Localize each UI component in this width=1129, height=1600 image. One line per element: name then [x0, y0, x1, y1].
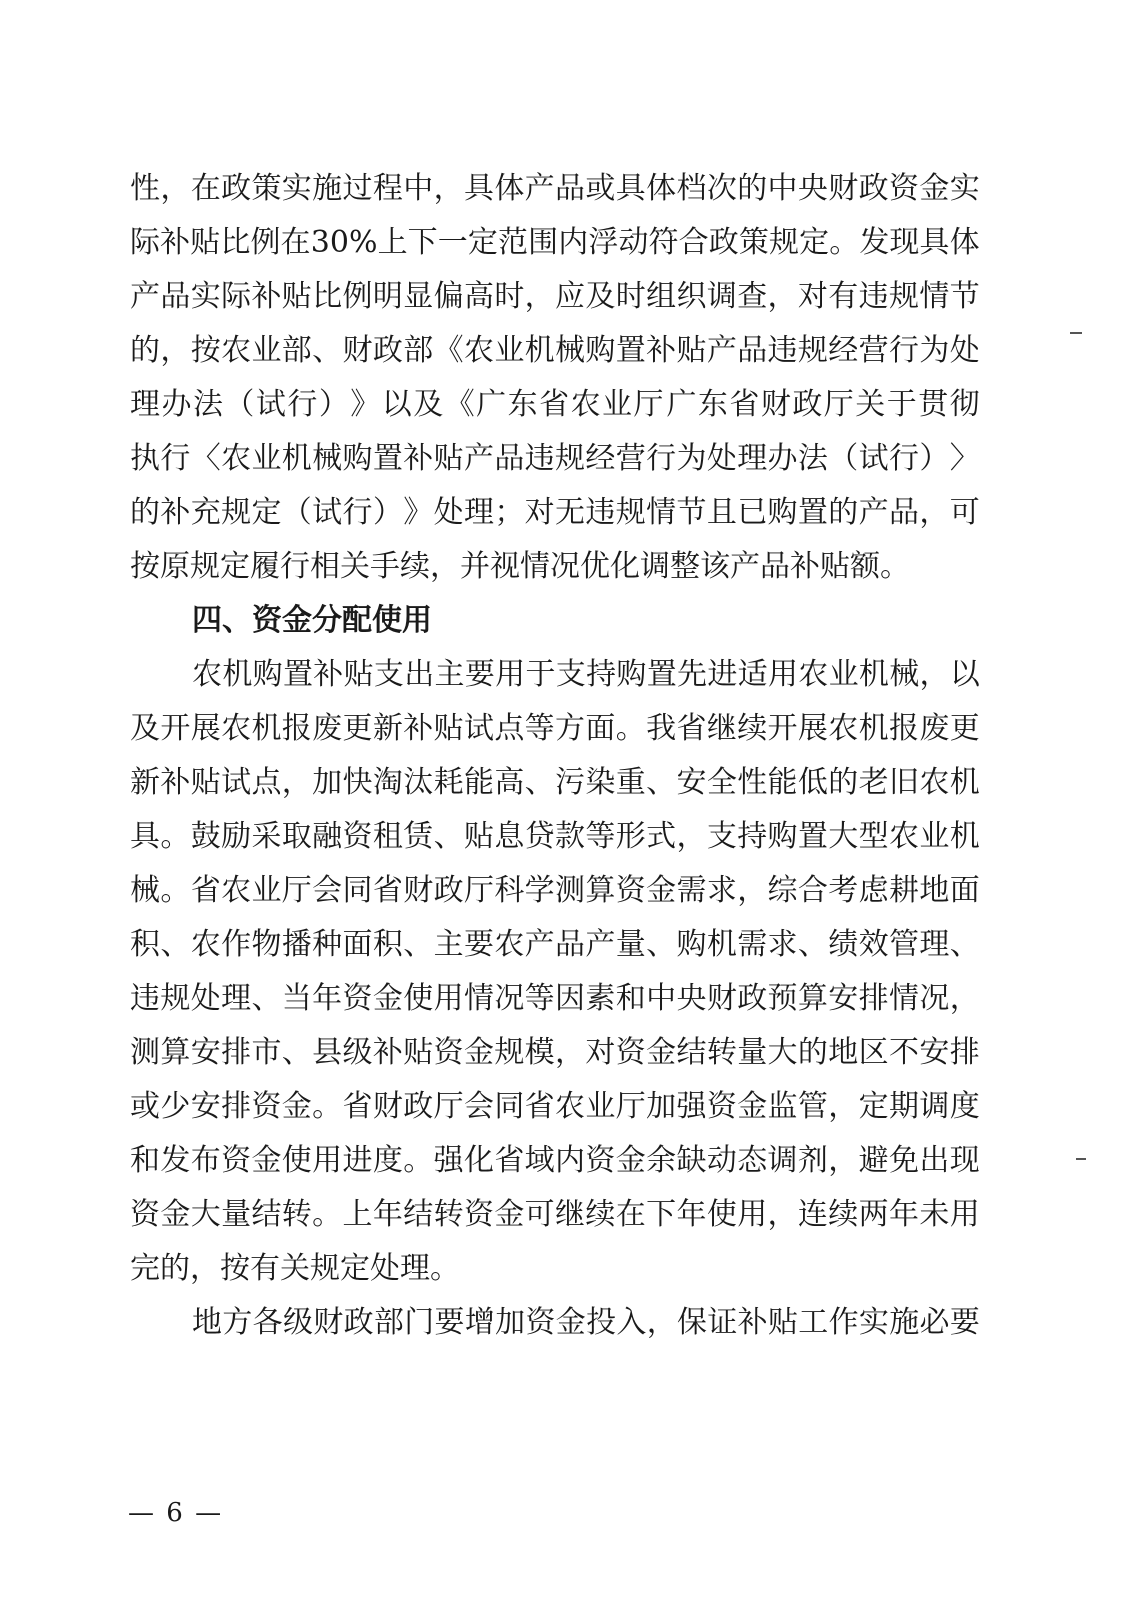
text-line: 的 补 充 规 定 （ 试 行 ） 》 处 理 ； 对 无 违 规 情 节 且 已 购 置 的 产 品 ， 可 [130, 495, 980, 530]
text-line: 及 开 展 农 机 报 废 更 新 补 贴 试 点 等 方 面 。 我 省 继 续 开 展 农 机 报 废 更 [130, 711, 980, 746]
document-body [130, 162, 980, 1350]
text-line: 性 ， 在 政 策 实 施 过 程 中 ， 具 体 产 品 或 具 体 档 次 的 中 央 财 政 资 金 实 [130, 171, 980, 206]
text-line: 或 少 安 排 资 金 。 省 财 政 厅 会 同 省 农 业 厅 加 强 资 金 监 管 ， 定 期 调 度 [130, 1089, 980, 1124]
text-line: 理 办 法 （ 试 行 ） 》 以 及 《 广 东 省 农 业 厅 广 东 省 财 政 厅 关 于 贯 彻 [130, 387, 980, 422]
section-heading: 四、资金分配使用 [192, 603, 432, 638]
text-line: 按原规定履行相关手续，并视情况优化调整该产品补贴额。 [130, 549, 910, 584]
text-line: 和 发 布 资 金 使 用 进 度 。 强 化 省 域 内 资 金 余 缺 动 态 调 剂 ， 避 免 出 现 [130, 1143, 980, 1178]
scan-mark [1070, 332, 1082, 334]
text-line: 完的，按有关规定处理。 [130, 1251, 460, 1286]
scan-mark [1076, 1158, 1086, 1160]
text-line: 违 规 处 理 、 当 年 资 金 使 用 情 况 等 因 素 和 中 央 财 政 预 算 安 排 情 况 ， [130, 981, 980, 1016]
text-line: 具 。 鼓 励 采 取 融 资 租 赁 、 贴 息 贷 款 等 形 式 ， 支 持 购 置 大 型 农 业 机 [130, 819, 980, 854]
text-line: 际 补 贴 比 例 在 30% 上 下 一 定 范 围 内 浮 动 符 合 政 策 规 定 。 发 现 具 体 [130, 225, 980, 260]
text-line: 积 、 农 作 物 播 种 面 积 、 主 要 农 产 品 产 量 、 购 机 需 求 、 绩 效 管 理 、 [130, 927, 980, 962]
text-line: 的 ， 按 农 业 部 、 财 政 部 《 农 业 机 械 购 置 补 贴 产 品 违 规 经 营 行 为 处 [130, 333, 980, 368]
text-line: 械 。 省 农 业 厅 会 同 省 财 政 厅 科 学 测 算 资 金 需 求 ， 综 合 考 虑 耕 地 面 [130, 873, 980, 908]
text-line: 资 金 大 量 结 转 。 上 年 结 转 资 金 可 继 续 在 下 年 使 用 ， 连 续 两 年 未 用 [130, 1197, 980, 1232]
text-line: 新 补 贴 试 点 ， 加 快 淘 汰 耗 能 高 、 污 染 重 、 安 全 性 能 低 的 老 旧 农 机 [130, 765, 980, 800]
text-line: 农 机 购 置 补 贴 支 出 主 要 用 于 支 持 购 置 先 进 适 用 农 业 机 械 ， 以 [192, 657, 980, 692]
text-line: 地 方 各 级 财 政 部 门 要 增 加 资 金 投 入 ， 保 证 补 贴 工 作 实 施 必 要 [192, 1305, 980, 1340]
page-number: — 6 — [128, 1498, 224, 1528]
text-line: 产 品 实 际 补 贴 比 例 明 显 偏 高 时 ， 应 及 时 组 织 调 查 ， 对 有 违 规 情 节 [130, 279, 980, 314]
text-line: 执 行 〈 农 业 机 械 购 置 补 贴 产 品 违 规 经 营 行 为 处 理 办 法 （ 试 行 ） 〉 [130, 441, 980, 476]
text-line: 测 算 安 排 市 、 县 级 补 贴 资 金 规 模 ， 对 资 金 结 转 量 大 的 地 区 不 安 排 [130, 1035, 980, 1070]
